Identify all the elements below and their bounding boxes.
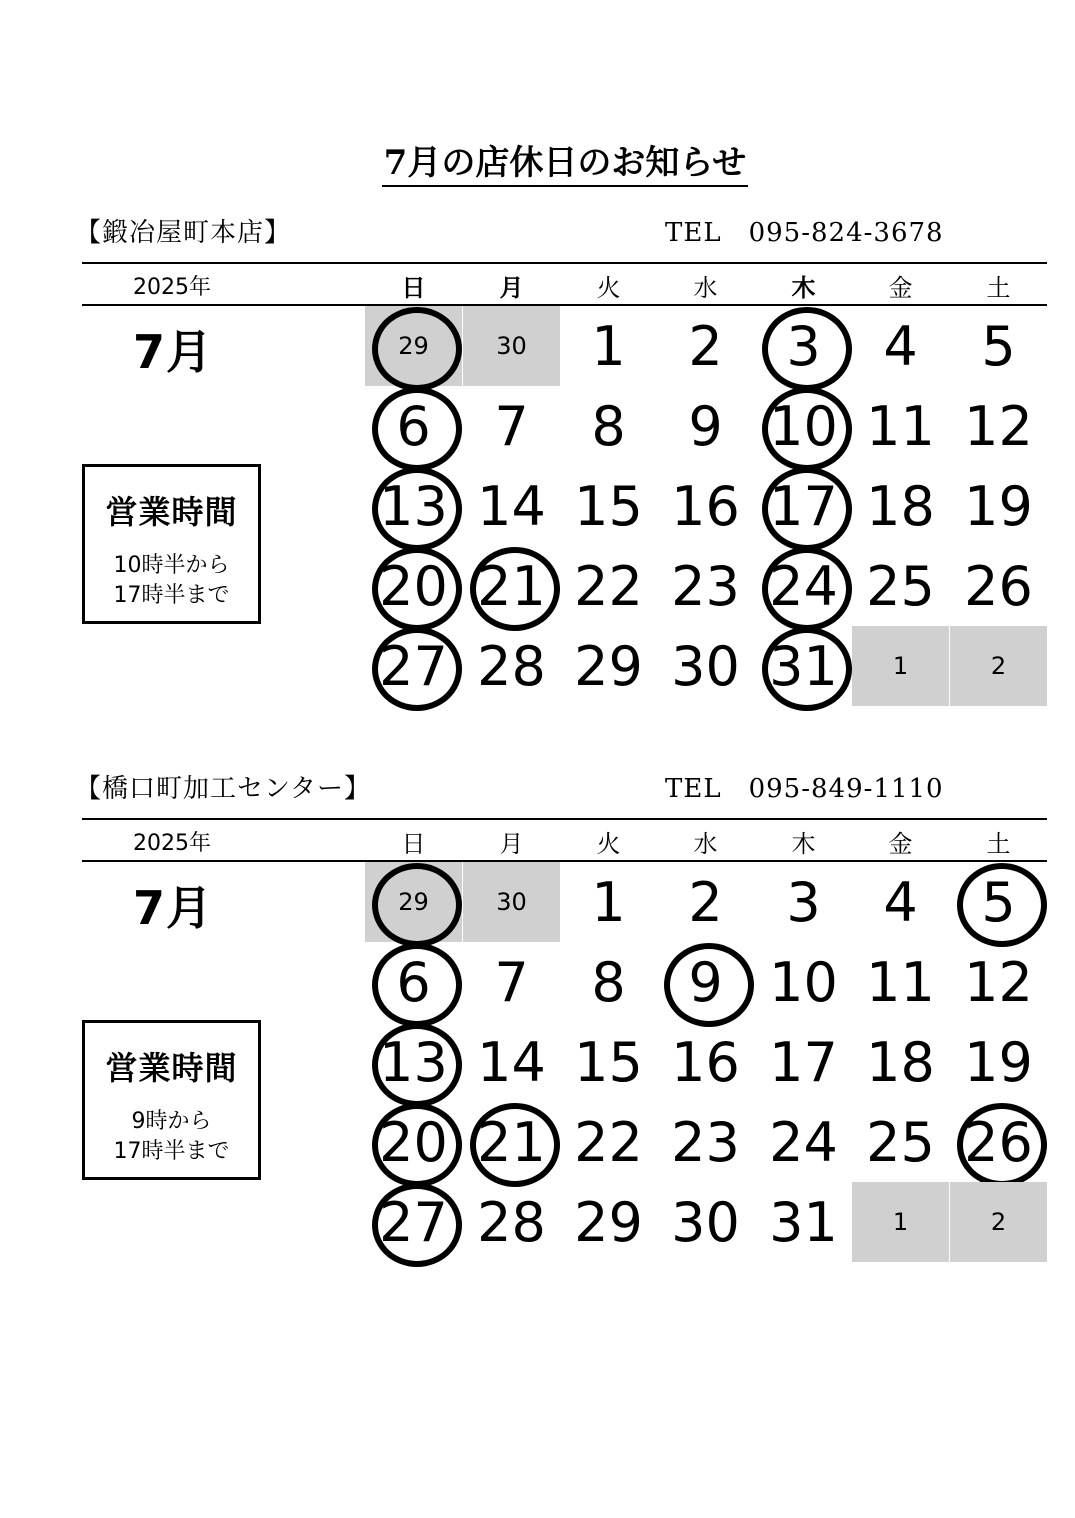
day-number: 16 [671,1030,740,1094]
calendar-day [560,386,657,466]
day-number: 22 [574,1110,643,1174]
weekday-header: 水 [693,274,718,302]
header-top-line [82,818,1047,820]
day-number: 1 [892,1208,909,1236]
calendar-day [755,862,852,942]
day-number: 12 [964,950,1033,1014]
business-hours-close: 17時半まで [113,1139,230,1164]
weekday-header: 月 [499,830,524,858]
day-number: 21 [477,554,546,618]
calendar-day [755,942,852,1022]
calendar-day-closed [365,1102,462,1182]
day-number: 5 [981,314,1016,378]
store-tel: TEL 095-824-3678 [665,218,944,248]
calendar-day [560,1182,657,1262]
day-number: 23 [671,554,740,618]
day-number: 29 [574,1190,643,1254]
day-number: 13 [379,474,448,538]
calendar-day [560,1022,657,1102]
calendar-day-closed [657,942,754,1022]
day-number: 23 [671,1110,740,1174]
business-hours-title: 営業時間 [105,493,238,531]
day-number: 22 [574,554,643,618]
day-number: 2 [990,1208,1007,1236]
calendar-day-closed [755,306,852,386]
weekday-header: 水 [693,830,718,858]
calendar-day [755,1182,852,1262]
calendar-day [852,386,949,466]
day-number: 17 [769,1030,838,1094]
day-number: 12 [964,394,1033,458]
calendar-day-closed [755,386,852,466]
weekday-header: 月 [499,274,524,302]
calendar-day [852,466,949,546]
weekday-header: 金 [888,274,913,302]
calendar-day [950,306,1047,386]
day-number: 4 [883,870,918,934]
day-number: 21 [477,1110,546,1174]
calendar-day [755,1102,852,1182]
calendar-day [852,626,949,706]
calendar-day [852,942,949,1022]
business-hours-open: 10時半から [113,553,230,578]
weekday-header: 土 [986,830,1011,858]
day-number: 30 [671,1190,740,1254]
day-number: 25 [866,1110,935,1174]
day-number: 29 [398,888,429,916]
day-number: 10 [769,394,838,458]
calendar-day [463,466,560,546]
business-hours-time [85,551,258,611]
calendar-day [463,386,560,466]
day-number: 18 [866,1030,935,1094]
day-number: 16 [671,474,740,538]
year-label: 2025年 [133,831,211,856]
calendar-day [560,466,657,546]
weekday-header: 火 [596,274,621,302]
calendar-day [950,1022,1047,1102]
day-number: 2 [688,314,723,378]
calendar-day [463,862,560,942]
day-number: 3 [786,314,821,378]
business-hours-close: 17時半まで [113,583,230,608]
day-number: 27 [379,634,448,698]
day-number: 11 [866,394,935,458]
calendar-day [852,1022,949,1102]
weekday-header: 土 [986,274,1011,302]
day-number: 30 [671,634,740,698]
day-number: 6 [396,394,431,458]
business-hours-open: 9時から [131,1109,212,1134]
day-number: 2 [990,652,1007,680]
day-number: 2 [688,870,723,934]
calendar-day [657,862,754,942]
calendar-day [463,306,560,386]
calendar-day [657,546,754,626]
day-number: 20 [379,1110,448,1174]
calendar-day-closed [365,626,462,706]
business-hours-time [85,1107,258,1167]
calendar-day [852,862,949,942]
calendar-day-closed [365,862,462,942]
calendar-day [950,466,1047,546]
day-number: 19 [964,1030,1033,1094]
store-name: 【鍛冶屋町本店】 [75,218,292,248]
page-title-text: 7月の店休日のお知らせ [382,143,749,187]
weekday-header: 木 [791,830,816,858]
day-number: 31 [769,634,838,698]
calendar-day [950,626,1047,706]
calendar-day [463,626,560,706]
calendar-day [852,1182,949,1262]
day-number: 31 [769,1190,838,1254]
day-number: 15 [574,474,643,538]
month-label: 7月 [133,881,214,935]
calendar-day-closed [755,466,852,546]
calendar-day-closed [950,1102,1047,1182]
calendar-day [950,1182,1047,1262]
day-number: 18 [866,474,935,538]
day-number: 28 [477,1190,546,1254]
day-number: 9 [688,950,723,1014]
day-number: 3 [786,870,821,934]
day-number: 19 [964,474,1033,538]
calendar-day-closed [365,942,462,1022]
calendar-day [657,386,754,466]
day-number: 13 [379,1030,448,1094]
day-number: 30 [496,332,527,360]
day-number: 10 [769,950,838,1014]
calendar-day-closed [463,1102,560,1182]
day-number: 29 [574,634,643,698]
calendar-day-closed [950,862,1047,942]
day-number: 24 [769,554,838,618]
calendar-day [950,942,1047,1022]
day-number: 6 [396,950,431,1014]
day-number: 28 [477,634,546,698]
day-number: 8 [591,950,626,1014]
month-label: 7月 [133,325,214,379]
calendar-day [657,626,754,706]
store-section [0,212,1075,772]
business-hours-title: 営業時間 [105,1049,238,1087]
day-number: 20 [379,554,448,618]
header-top-line [82,262,1047,264]
day-number: 26 [964,1110,1033,1174]
calendar-day [657,1022,754,1102]
business-hours-box [82,464,261,624]
calendar-day [560,546,657,626]
day-number: 1 [591,870,626,934]
calendar-day-closed [365,546,462,626]
weekday-header: 金 [888,830,913,858]
calendar-day [852,546,949,626]
calendar-day [657,1182,754,1262]
calendar-day [852,1102,949,1182]
calendar-day [560,862,657,942]
day-number: 14 [477,1030,546,1094]
store-name: 【橋口町加工センター】 [75,774,371,804]
calendar-day-closed [365,1022,462,1102]
calendar-day-closed [755,546,852,626]
day-number: 29 [398,332,429,360]
day-number: 14 [477,474,546,538]
calendar-day-closed [365,306,462,386]
weekday-header: 木 [791,274,816,302]
calendar-day [950,546,1047,626]
day-number: 9 [688,394,723,458]
calendar-day [463,1022,560,1102]
calendar-day [560,626,657,706]
weekday-header: 日 [401,274,426,302]
page-title [0,135,1075,184]
store-tel: TEL 095-849-1110 [665,774,944,804]
day-number: 7 [494,950,529,1014]
calendar-day [463,1182,560,1262]
weekday-header: 火 [596,830,621,858]
calendar-day [755,1022,852,1102]
calendar-day [657,466,754,546]
day-number: 5 [981,870,1016,934]
day-number: 7 [494,394,529,458]
day-number: 8 [591,394,626,458]
day-number: 26 [964,554,1033,618]
day-number: 17 [769,474,838,538]
calendar-day [560,1102,657,1182]
calendar-day [560,942,657,1022]
day-number: 1 [892,652,909,680]
calendar-day [657,1102,754,1182]
day-number: 15 [574,1030,643,1094]
weekday-header: 日 [401,830,426,858]
store-section [0,768,1075,1328]
day-number: 4 [883,314,918,378]
calendar-day [463,942,560,1022]
calendar-day [560,306,657,386]
calendar-day [852,306,949,386]
day-number: 1 [591,314,626,378]
calendar-day-closed [365,1182,462,1262]
year-label: 2025年 [133,275,211,300]
day-number: 30 [496,888,527,916]
calendar-day-closed [755,626,852,706]
day-number: 24 [769,1110,838,1174]
calendar-day [657,306,754,386]
day-number: 27 [379,1190,448,1254]
day-number: 11 [866,950,935,1014]
day-number: 25 [866,554,935,618]
calendar-day-closed [365,386,462,466]
calendar-day-closed [365,466,462,546]
calendar-day-closed [463,546,560,626]
calendar-day [950,386,1047,466]
business-hours-box [82,1020,261,1180]
